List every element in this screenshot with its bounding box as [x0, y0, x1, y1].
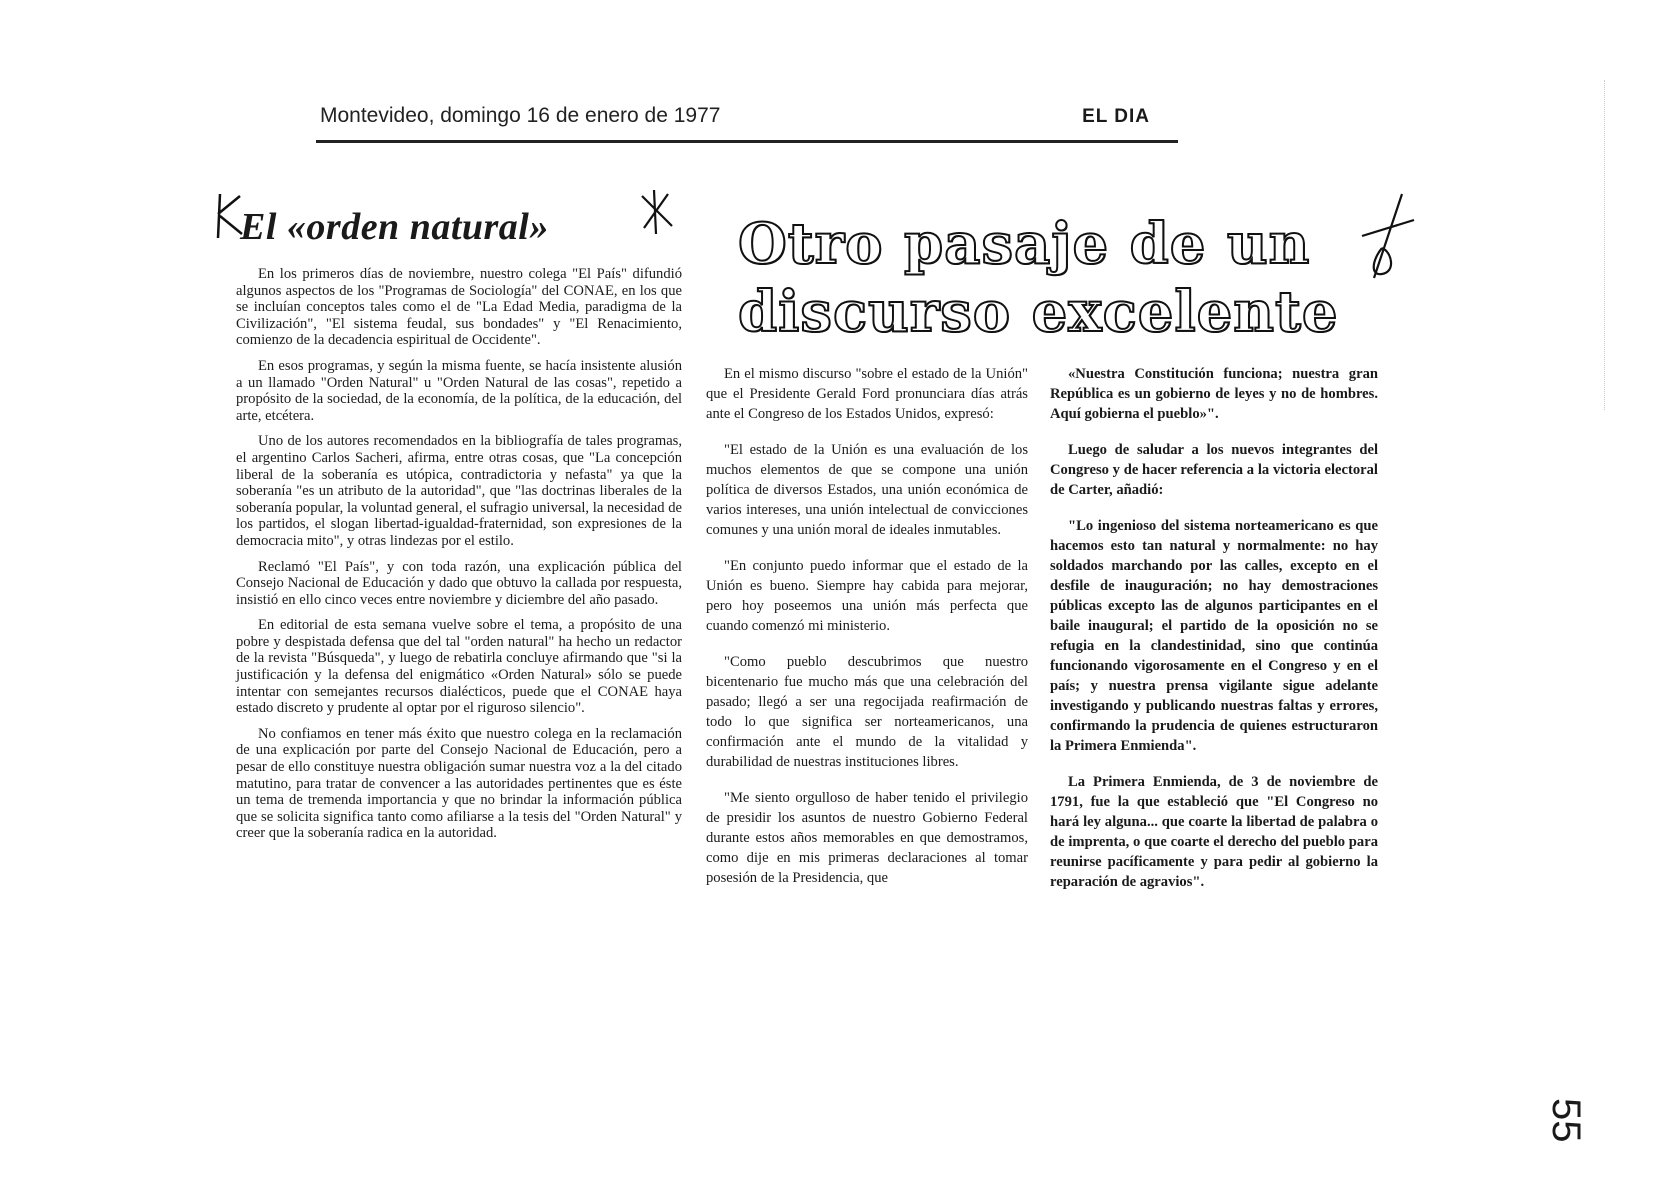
paragraph: En el mismo discurso "sobre el estado de la Unión" que el Presidente Gerald Ford pronunciara días atrás ante el Congreso de los Estados Unidos, expresó: [706, 366, 1028, 422]
masthead-line [320, 104, 1180, 128]
paragraph: "En conjunto puedo informar que el estado de la Unión es bueno. Siempre hay cabida para mejorar, pero hoy poseemos una unión más perfecta que cuando comenzó mi ministerio. [706, 558, 1028, 634]
paragraph: "Como pueblo descubrimos que nuestro bicentenario fue mucho más que una celebración del pasado; llegó a ser una regocijada reafirmación de todo lo que significa ser norteamericanos, una confirmación ante el mundo de la vitalidad y durabilidad de nuestras instituciones libres. [706, 654, 1028, 770]
handwritten-mark-title-end [638, 186, 678, 238]
paragraph: En editorial de esta semana vuelve sobre el tema, a propósito de una pobre y despistada defensa que del tal "orden natural" ha hecho un redactor de la revista "Búsqueda", y luego de rebatirla concluye afirmando que "si la justificación y la defensa del enigmático «Orden Natural» sólo se puede intentar con semejantes recursos dialécticos, puede que el CONAE haya estado discreto y prudente al optar por el riguroso silencio". [236, 617, 682, 717]
header-rule [316, 140, 1178, 143]
paragraph: No confiamos en tener más éxito que nuestro colega en la reclamación de una explicación por parte del Consejo Nacional de Educación, pero a pesar de ello constituye nuestra obligación sumar nuestra voz a la del citado matutino, para tratar de convencer a las autoridades pertinentes que es éste un tema de tremenda importancia y que no brindar la información pública que se solicita significa tanto como afiliarse a la tesis del "Orden Natural" y creer que la soberanía radica en la autoridad. [236, 725, 682, 842]
handwritten-mark-headline [1352, 190, 1418, 286]
main-article-column-2 [1050, 364, 1378, 908]
paragraph: "El estado de la Unión es una evaluación de los muchos elementos de que se compone una unión política de diversos Estados, una unión económica de varios intereses, una unión intelectual de convicciones comunes y una unión moral de ideales inmutables. [706, 442, 1028, 538]
page-number: 55 [1544, 1098, 1588, 1143]
adjacent-page-edge [1604, 80, 1627, 410]
main-article-column-1 [706, 364, 1028, 904]
newspaper-name: EL DIA [1082, 106, 1150, 127]
paragraph: La Primera Enmienda, de 3 de noviembre de 1791, fue la que estableció que "El Congreso no hará ley alguna... que coarte la libertad de palabra o de imprenta, o que coarte el derecho del pueblo para reunirse pacíficamente y para pedir al gobierno la reparación de agravios". [1050, 774, 1378, 890]
paragraph: "Me siento orgulloso de haber tenido el privilegio de presidir los asuntos de nuestro Gobierno Federal durante estos años memorables en que demostramos, como dije en mis primeras declaraciones al tomar posesión de la Presidencia, que [706, 790, 1028, 886]
paragraph: En los primeros días de noviembre, nuestro colega "El País" difundió algunos aspectos de los "Programas de Sociología" del CONAE, en los que se incluían conceptos tales como el de "La Edad Media, paradigma de la Civilización", "El sistema feudal, sus bondades" y "El Renacimiento, comienzo de la decadencia espiritual de Occidente". [236, 266, 682, 349]
dateline: Montevideo, domingo 16 de enero de 1977 [320, 104, 721, 127]
paragraph: «Nuestra Constitución funciona; nuestra gran República es un gobierno de leyes y no de hombres. Aquí gobierna el pueblo»". [1050, 366, 1378, 422]
paragraph: Luego de saludar a los nuevos integrantes del Congreso y de hacer referencia a la victoria electoral de Carter, añadió: [1050, 442, 1378, 498]
main-headline: Otro pasaje de un discurso excelente [738, 211, 1339, 345]
paragraph: Uno de los autores recomendados en la bibliografía de tales programas, el argentino Carlos Sacheri, afirma, entre otras cosas, que "La concepción liberal de la soberanía es utópica, contradictoria y nefasta" ya que la soberanía "es un atributo de la autoridad", que "las doctrinas liberales de la soberanía popular, la voluntad general, el sufragio universal, la necesidad de los partidos, el slogan libertad-igualdad-fraternidad, son expresiones de la democracia mito", y otras lindezas por el estilo. [236, 433, 682, 549]
paragraph: Reclamó "El País", y con toda razón, una explicación pública del Consejo Nacional de Educación y dado que obtuvo la callada por respuesta, insistió en ello cinco veces entre noviembre y diciembre del año pasado. [236, 558, 682, 608]
left-article-body [236, 266, 682, 851]
left-article-title: El «orden natural» [240, 206, 549, 248]
paragraph: En esos programas, y según la misma fuente, se hacía insistente alusión a un llamado "Orden Natural" u "Orden Natural de las cosas", repetido a propósito de la sociedad, de la economía, de la política, de la educación, del arte, etcétera. [236, 357, 682, 424]
paragraph: "Lo ingenioso del sistema norteamericano es que hacemos esto tan natural y normalmente: no hay soldados marchando por las calles, excepto en el desfile de inauguración; no hay demostraciones públicas excepto las de algunos participantes en el baile inaugural; el partido de la oposición no se refugia en la clandestinidad, sino que continúa funcionando vigorosamente en el Congreso y en el país; y nuestra prensa vigilante sigue adelante investigando y publicando nuestras faltas y errores, confirmando la prudencia de quienes estructuraron la Primera Enmienda". [1050, 518, 1378, 754]
